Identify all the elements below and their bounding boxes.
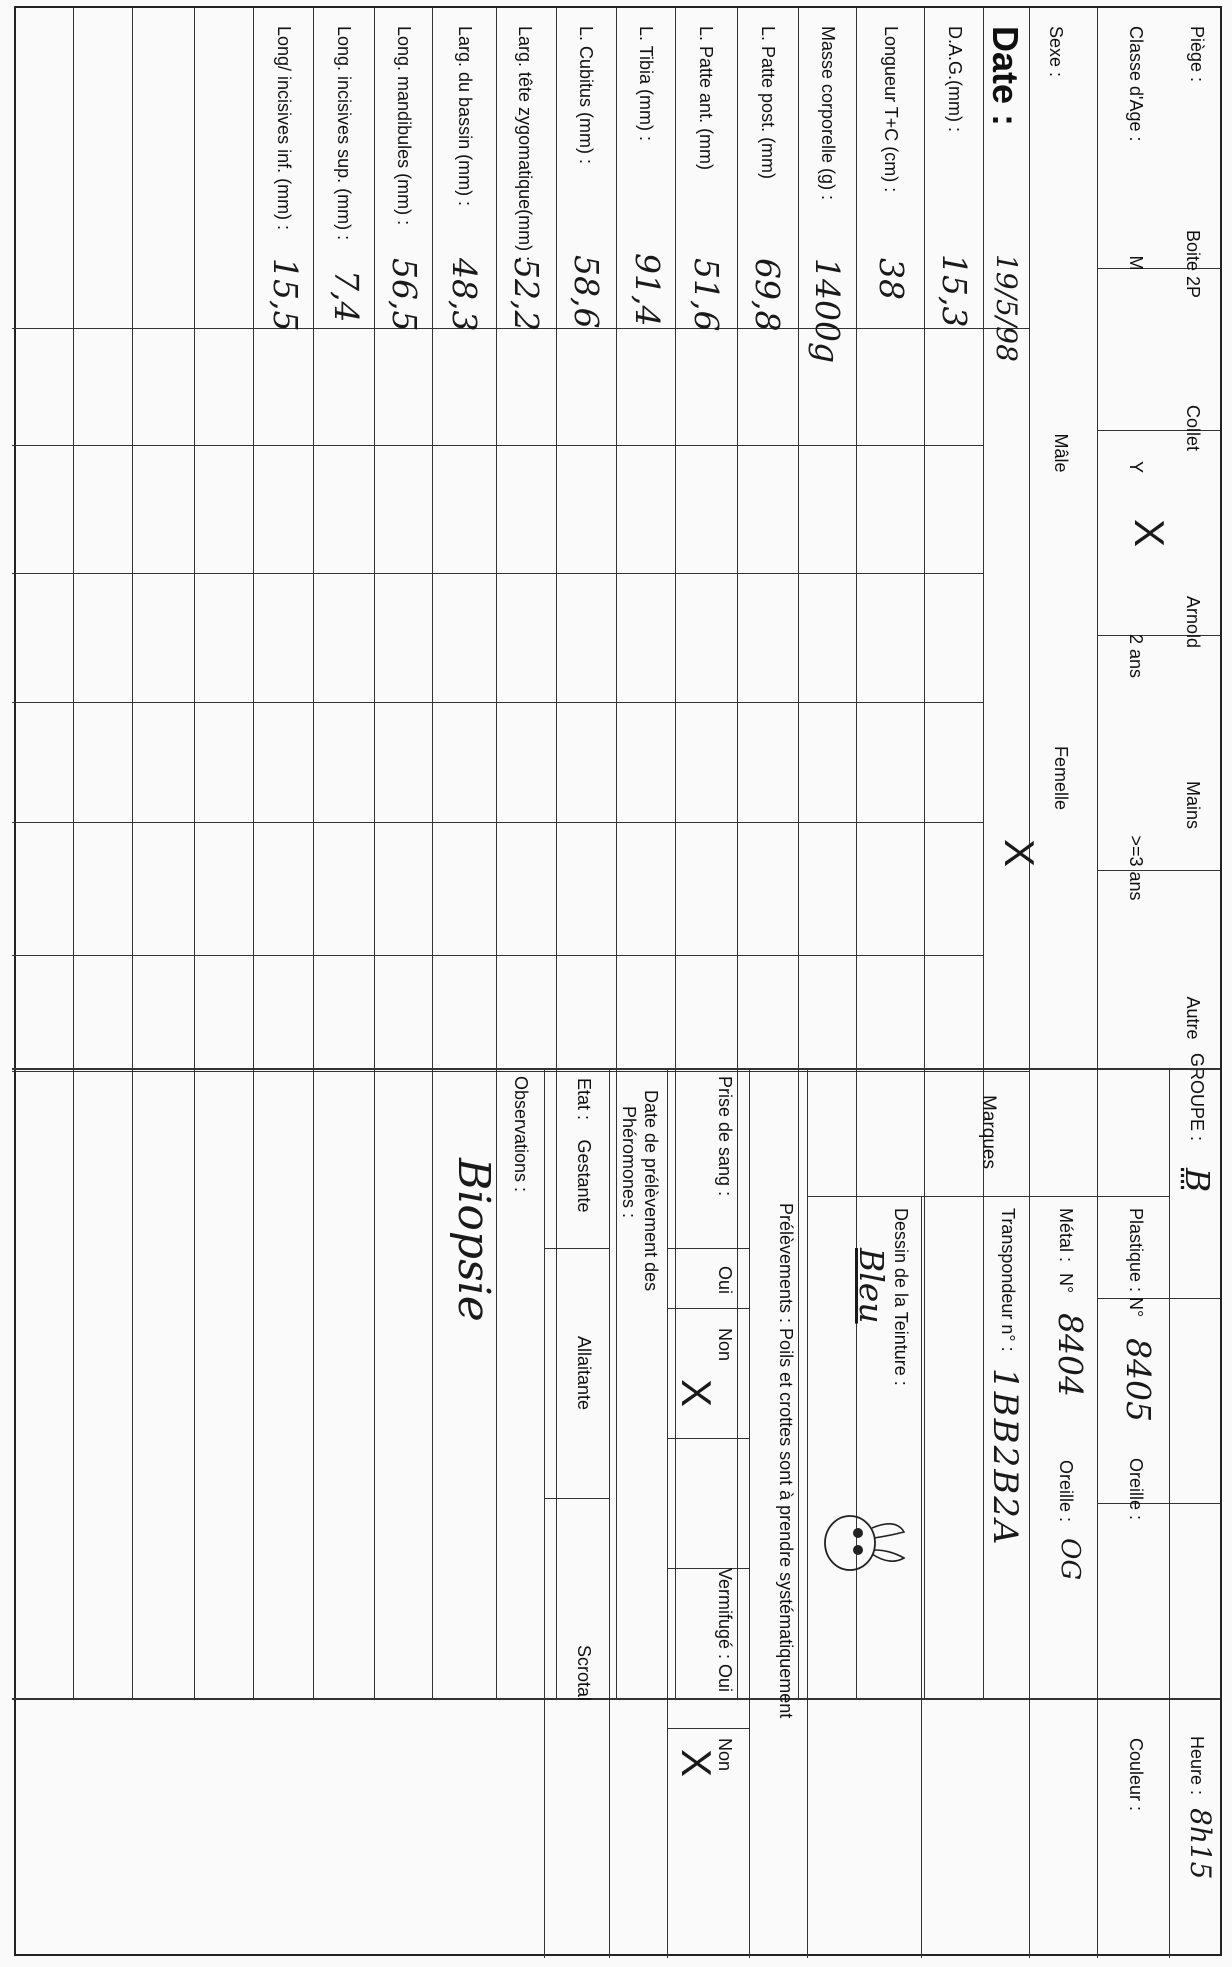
section-divider: [12, 1698, 1220, 1700]
row-divider: [374, 8, 375, 1698]
etat-label: Etat :: [574, 1078, 594, 1121]
col-divider: [12, 822, 984, 823]
prise-non-checkmark: X: [673, 1378, 720, 1408]
age-option-3ans[interactable]: >=3 ans: [1126, 835, 1146, 901]
incisives-sup-label: Long. incisives sup. (mm) :: [334, 26, 354, 241]
row-divider: [1029, 1196, 1030, 1958]
cubitus-label: L. Cubitus (mm) :: [576, 26, 596, 165]
col-divider: [545, 1248, 610, 1249]
sexe-label: Sexe :: [1046, 26, 1066, 78]
col-divider: [1098, 1503, 1220, 1504]
teinture-label: Dessin de la Teinture :: [891, 1208, 911, 1386]
col-divider: [12, 1071, 1030, 1072]
row-divider: [556, 8, 557, 1698]
piege-option-arnold[interactable]: Arnold: [1183, 595, 1203, 649]
row-divider: [798, 8, 799, 1698]
heure-value[interactable]: 8h15: [1184, 1808, 1217, 1880]
col-divider: [12, 702, 984, 703]
row-divider: [737, 8, 738, 1698]
piege-option-collet[interactable]: Collet: [1183, 404, 1203, 452]
dag-label: D.A.G.(mm) :: [945, 26, 965, 132]
age-option-m[interactable]: M: [1126, 255, 1146, 271]
row-divider: [749, 1068, 750, 1958]
etat-scrotal[interactable]: Scrotal: [574, 1644, 594, 1702]
patte-post-label: L. Patte post. (mm): [758, 26, 778, 180]
pheromones-label-1: Date de prélèvement des: [641, 1090, 661, 1292]
heure-label: Heure :: [1187, 1736, 1207, 1796]
vermifuge-non-label[interactable]: Non: [715, 1738, 735, 1772]
col-divider: [12, 573, 984, 574]
etat-gestante[interactable]: Gestante: [574, 1139, 594, 1213]
date-label: Date :: [985, 26, 1026, 127]
col-divider: [545, 1498, 610, 1499]
marques-divider: [808, 1196, 1170, 1197]
piege-option-mains[interactable]: Mains: [1183, 780, 1203, 830]
row-divider: [667, 1068, 668, 1958]
observations-label: Observations :: [511, 1076, 531, 1193]
bassin-label: Larg. du bassin (mm) :: [455, 26, 475, 207]
rabbit-sketch-icon: [810, 1488, 910, 1598]
row-divider: [253, 8, 254, 1698]
row-divider: [432, 8, 433, 1698]
marques-label: Marques: [978, 1095, 999, 1169]
vermifuge-non-checkmark: X: [673, 1748, 720, 1778]
col-divider: [12, 955, 984, 956]
col-divider: [668, 1438, 750, 1439]
row-divider: [924, 8, 925, 1698]
plastique-oreille-label: Oreille :: [1126, 1458, 1146, 1521]
piege-option-autre[interactable]: Autre: [1183, 996, 1203, 1040]
sexe-option-femelle[interactable]: Femelle: [1051, 745, 1071, 811]
patte-ant-label: L. Patte ant. (mm): [696, 26, 716, 171]
metal-value[interactable]: 8404: [1051, 1313, 1090, 1397]
longueur-value[interactable]: 38: [872, 258, 911, 300]
mandibules-label: Long. mandibules (mm) :: [394, 26, 414, 226]
row-divider: [496, 8, 497, 1698]
metal-oreille-label: Oreille :: [1056, 1460, 1076, 1523]
masse-value[interactable]: 1400g: [808, 258, 847, 364]
tibia-label: L. Tibia (mm) :: [636, 26, 656, 142]
incisives-sup-value[interactable]: 7,4: [327, 270, 366, 323]
patte-post-value[interactable]: 69,8: [748, 258, 787, 332]
transpondeur-label: Transpondeur n° :: [998, 1208, 1018, 1352]
col-divider: [668, 1248, 750, 1249]
prise-sang-label: Prise de sang :: [715, 1076, 735, 1197]
tibia-value[interactable]: 91,4: [628, 253, 667, 327]
col-divider: [1098, 870, 1220, 871]
col-divider: [668, 1308, 750, 1309]
teinture-value[interactable]: Bleu: [852, 1248, 891, 1324]
plastique-label: Plastique : N°: [1126, 1208, 1146, 1318]
row-divider: [313, 8, 314, 1698]
prise-oui-label[interactable]: Oui: [715, 1266, 735, 1295]
metal-label: Métal :: [1056, 1208, 1076, 1263]
plastique-value[interactable]: 8405: [1119, 1338, 1158, 1422]
col-divider: [12, 445, 984, 446]
metal-oreille-value[interactable]: OG: [1055, 1538, 1085, 1581]
masse-label: Masse corporelle (g) :: [818, 26, 838, 201]
col-divider: [1098, 1298, 1220, 1299]
row-divider: [132, 8, 133, 1698]
groupe-label: GROUPE :: [1187, 1053, 1207, 1142]
sex-checkmark: X: [996, 838, 1043, 868]
transpondeur-value[interactable]: 1BB2B2A: [985, 1368, 1025, 1547]
section-divider: [12, 1068, 1220, 1070]
metal-no-label: N°: [1056, 1273, 1076, 1294]
col-divider: [668, 1568, 750, 1569]
dag-value[interactable]: 15,3: [935, 254, 974, 328]
incisives-inf-label: Long/ incisives inf. (mm) :: [274, 26, 294, 231]
patte-ant-value[interactable]: 51,6: [687, 258, 726, 332]
zygomatique-label: Larg. tête zygomatique(mm) :: [515, 26, 535, 262]
cubitus-value[interactable]: 58,6: [567, 255, 606, 329]
age-label: Classe d'Age :: [1126, 26, 1146, 142]
piege-label: Piège :: [1187, 26, 1207, 83]
zygomatique-value[interactable]: 52,2: [507, 258, 546, 332]
age-checkmark: X: [1126, 518, 1173, 548]
row-divider: [921, 1196, 922, 1958]
date-value[interactable]: 19/5/98: [990, 254, 1023, 362]
form-frame: [14, 6, 1222, 1956]
row-divider: [544, 1068, 545, 1958]
row-divider: [856, 8, 857, 1698]
vermifuge-label: Vermifugé : Oui: [715, 1568, 735, 1693]
incisives-inf-value[interactable]: 15,5: [266, 258, 305, 332]
row-divider: [616, 8, 617, 1698]
mandibules-value[interactable]: 56,5: [385, 258, 424, 332]
age-option-y[interactable]: Y: [1126, 460, 1146, 474]
piege-option-boite[interactable]: Boite 2P: [1183, 229, 1203, 299]
row-divider: [609, 1068, 610, 1958]
prelevements-note: Prélèvements : Poils et crottes sont à prendre systématiquement: [776, 1203, 796, 1719]
prise-non-label[interactable]: Non: [715, 1328, 735, 1362]
pheromones-label-2: Phéromones :: [619, 1106, 639, 1219]
bassin-value[interactable]: 48,3: [445, 258, 484, 332]
col-divider: [668, 1728, 750, 1729]
couleur-label: Couleur :: [1126, 1738, 1146, 1812]
row-divider: [1169, 1068, 1170, 1958]
groupe-value[interactable]: B: [1178, 1168, 1217, 1193]
row-divider: [807, 1068, 808, 1958]
row-divider: [1097, 1196, 1098, 1958]
row-divider: [73, 8, 74, 1698]
sexe-option-male[interactable]: Mâle: [1051, 433, 1071, 473]
row-divider: [983, 8, 984, 1698]
etat-allaitante[interactable]: Allaitante: [574, 1335, 594, 1411]
row-divider: [194, 8, 195, 1698]
age-option-2ans[interactable]: 2 ans: [1126, 633, 1146, 679]
longueur-label: Longueur T+C (cm) :: [881, 26, 901, 193]
observations-value[interactable]: Biopsie: [448, 1158, 499, 1322]
row-divider: [675, 8, 676, 1698]
